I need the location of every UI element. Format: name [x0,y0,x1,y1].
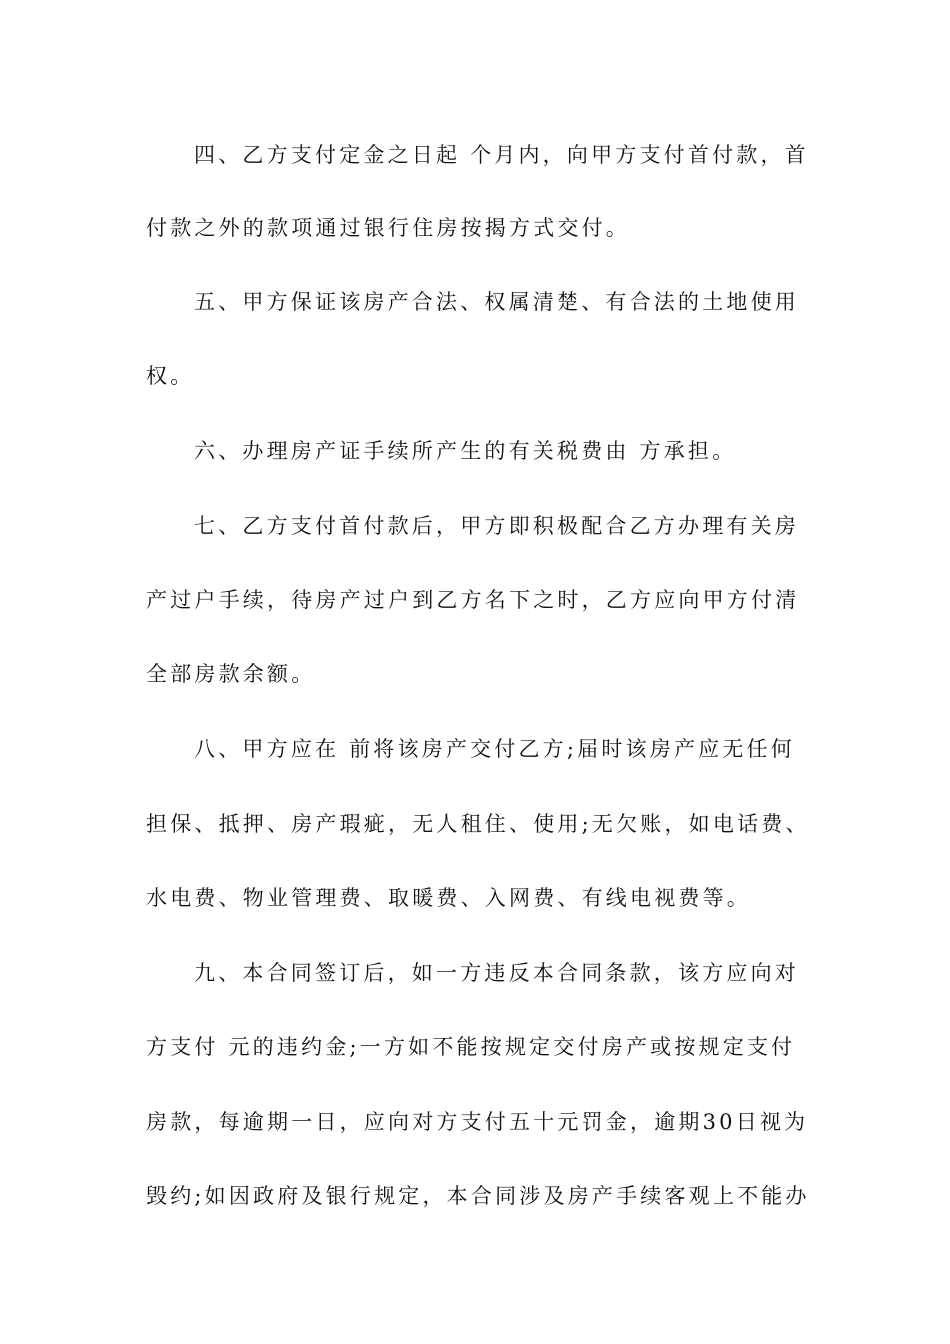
clause-9-line-4: 毁约;如因政府及银行规定，本合同涉及房产手续客观上不能办 [146,1184,810,1208]
clause-7-line-1: 七、乙方支付首付款后，甲方即积极配合乙方办理有关房 [194,514,799,538]
clause-9-line-3: 房款，每逾期一日，应向对方支付五十元罚金，逾期30日视为 [146,1110,809,1134]
clause-6-line-1: 六、办理房产证手续所产生的有关税费由 方承担。 [194,439,737,463]
clause-5-line-1: 五、甲方保证该房产合法、权属清楚、有合法的土地使用 [194,290,799,314]
clause-8-line-2: 担保、抵押、房产瑕疵，无人租住、使用;无欠账，如电话费、 [146,812,810,836]
clause-7-line-2: 产过户手续，待房产过户到乙方名下之时，乙方应向甲方付清 [146,588,800,612]
clause-9-line-1: 九、本合同签订后，如一方违反本合同条款，该方应向对 [194,961,799,985]
clause-9-line-2: 方支付 元的违约金;一方如不能按规定交付房产或按规定支付 [146,1035,796,1059]
clause-4-line-1: 四、乙方支付定金之日起 个月内，向甲方支付首付款，首 [194,143,809,167]
clause-5-line-2: 权。 [146,364,195,388]
clause-4-line-2: 付款之外的款项通过银行住房按揭方式交付。 [146,216,630,240]
clause-7-line-3: 全部房款余额。 [146,662,316,686]
clause-8-line-3: 水电费、物业管理费、取暖费、入网费、有线电视费等。 [146,886,751,910]
clause-8-line-1: 八、甲方应在 前将该房产交付乙方;届时该房产应无任何 [194,737,795,761]
